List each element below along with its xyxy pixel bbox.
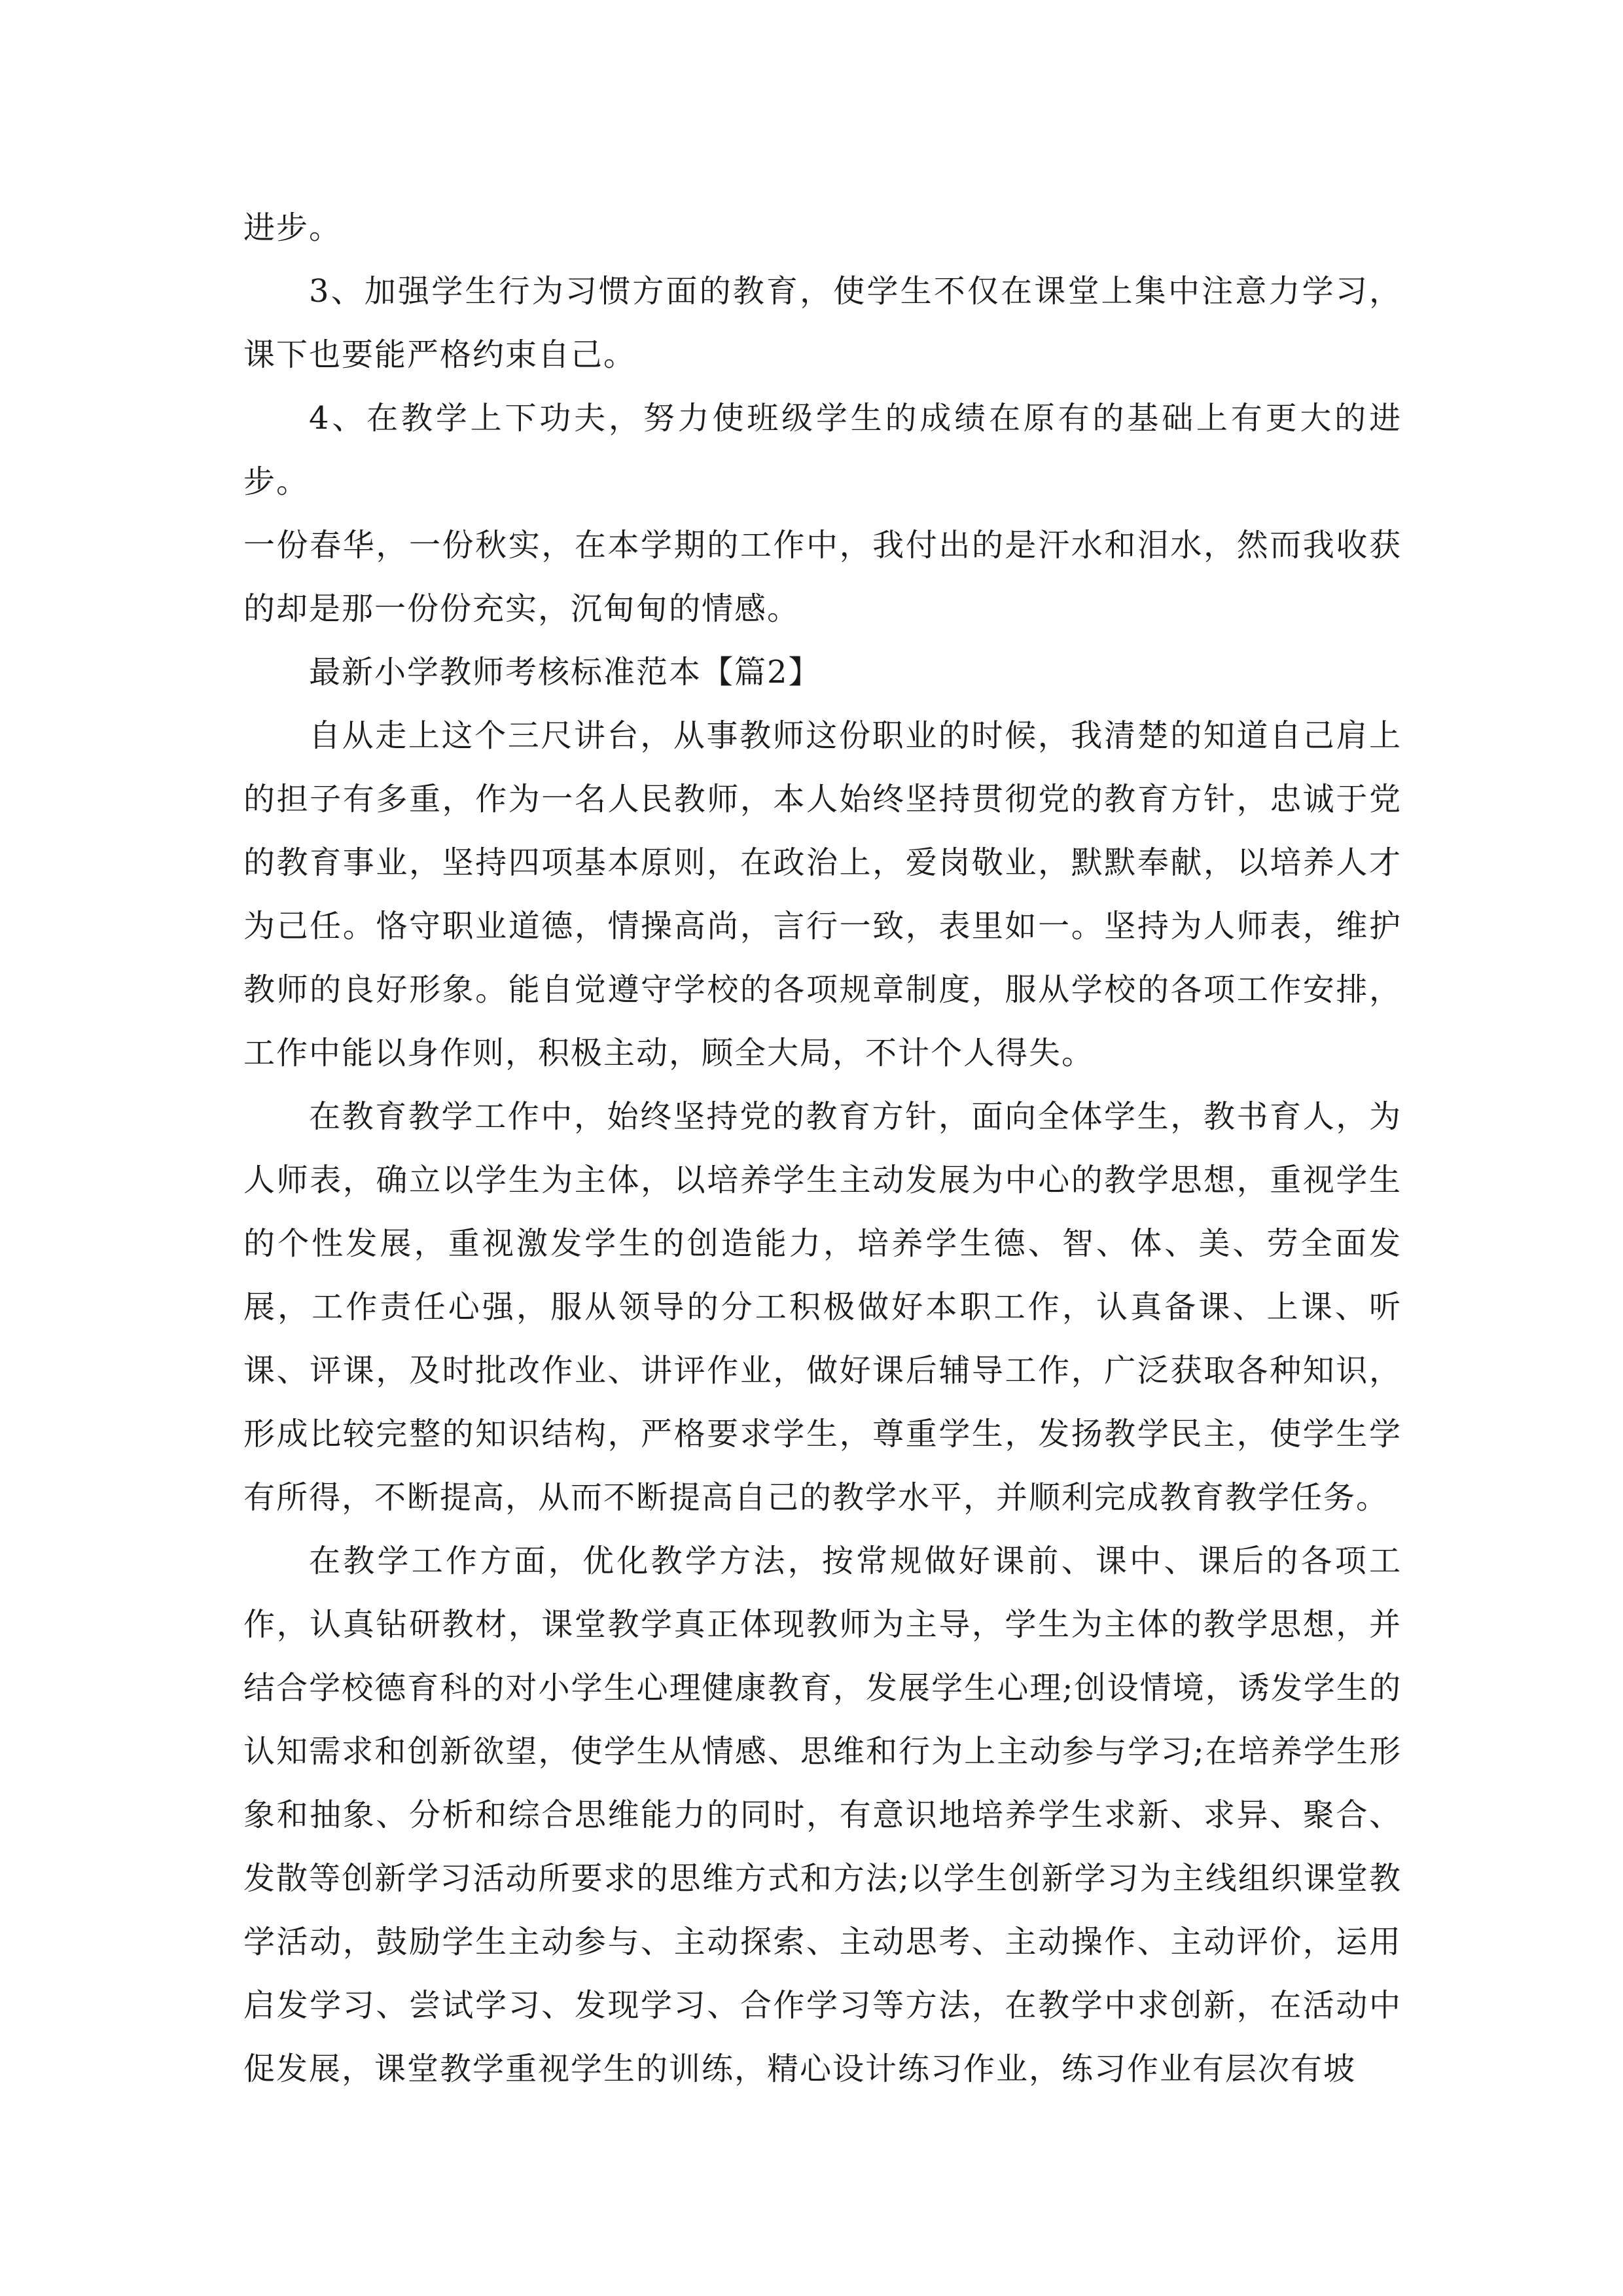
paragraph-intro: 自从走上这个三尺讲台，从事教师这份职业的时候，我清楚的知道自己肩上的担子有多重，作为一名人民教师，本人始终坚持贯彻党的教育方针，忠诚于党的教育事业，坚持四项基本原则，在政治上，爱岗敬业，默默奉献，以培养人才为己任。恪守职业道德，情操高尚，言行一致，表里如一。坚持为人师表，维护教师的良好形象。能自觉遵守学校的各项规章制度，服从学校的各项工作安排，工作中能以身作则，积极主动，顾全大局，不计个人得失。 bbox=[243, 717, 1402, 1071]
paragraph-item-3: 3、加强学生行为习惯方面的教育，使学生不仅在课堂上集中注意力学习，课下也要能严格约束自己。 bbox=[243, 273, 1402, 373]
document-body bbox=[243, 196, 1402, 2101]
paragraph-teaching-work: 在教学工作方面，优化教学方法，按常规做好课前、课中、课后的各项工作，认真钻研教材，课堂教学真正体现教师为主导，学生为主体的教学思想，并结合学校德育科的对小学生心理健康教育，发展学生心理;创设情境，诱发学生的认知需求和创新欲望，使学生从情感、思维和行为上主动参与学习;在培养学生形象和抽象、分析和综合思维能力的同时，有意识地培养学生求新、求异、聚合、发散等创新学习活动所要求的思维方式和方法;以学生创新学习为主线组织课堂教学活动，鼓励学生主动参与、主动探索、主动思考、主动操作、主动评价，运用启发学习、尝试学习、发现学习、合作学习等方法，在教学中求创新，在活动中促发展，课堂教学重视学生的训练，精心设计练习作业，练习作业有层次有坡 bbox=[243, 1543, 1402, 2087]
paragraph-item-4: 4、在教学上下功夫，努力使班级学生的成绩在原有的基础上有更大的进步。 bbox=[243, 400, 1402, 500]
section-heading: 最新小学教师考核标准范本【篇2】 bbox=[309, 654, 821, 691]
paragraph-closing: 一份春华，一份秋实，在本学期的工作中，我付出的是汗水和泪水，然而我收获的却是那一份份充实，沉甸甸的情感。 bbox=[243, 527, 1402, 627]
paragraph-continuation: 进步。 bbox=[243, 209, 342, 246]
paragraph-education-work: 在教育教学工作中，始终坚持党的教育方针，面向全体学生，教书育人，为人师表，确立以学生为主体，以培养学生主动发展为中心的教学思想，重视学生的个性发展，重视激发学生的创造能力，培养学生德、智、体、美、劳全面发展，工作责任心强，服从领导的分工积极做好本职工作，认真备课、上课、听课、评课，及时批改作业、讲评作业，做好课后辅导工作，广泛获取各种知识，形成比较完整的知识结构，严格要求学生，尊重学生，发扬教学民主，使学生学有所得，不断提高，从而不断提高自己的教学水平，并顺利完成教育教学任务。 bbox=[243, 1098, 1402, 1516]
